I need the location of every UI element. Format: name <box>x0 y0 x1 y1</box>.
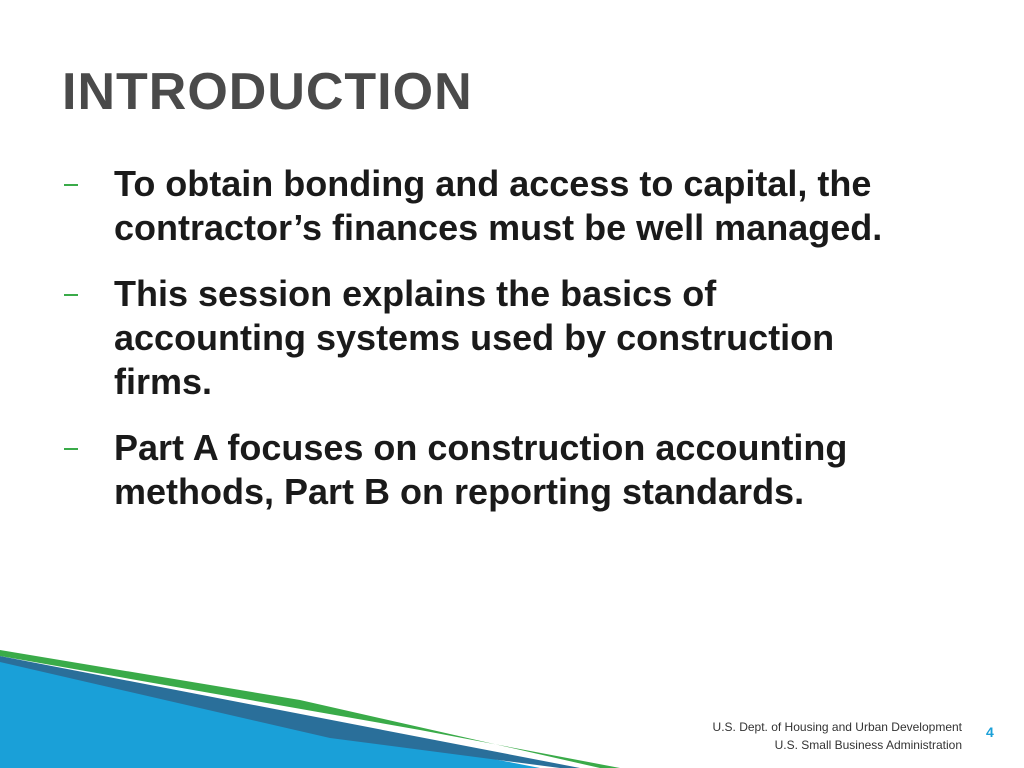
dash-bullet-icon <box>64 448 78 450</box>
bullet-item <box>60 426 900 514</box>
bullet-item <box>60 162 900 250</box>
page-number: 4 <box>986 724 994 740</box>
footer-organizations <box>713 718 962 754</box>
dash-bullet-icon <box>64 294 78 296</box>
footer-line-sba: U.S. Small Business Administration <box>774 738 962 752</box>
dash-bullet-icon <box>64 184 78 186</box>
bullet-list <box>60 162 900 536</box>
bullet-item <box>60 272 900 404</box>
bullet-text: Part A focuses on construction accounting methods, Part B on reporting standards. <box>114 427 848 512</box>
decorative-swoosh <box>0 650 620 768</box>
bullet-text: To obtain bonding and access to capital, the contractor’s finances must be well managed. <box>114 163 883 248</box>
bullet-text: This session explains the basics of accounting systems used by construction firms. <box>114 273 835 402</box>
footer-line-hud: U.S. Dept. of Housing and Urban Development <box>712 720 962 734</box>
slide-title: INTRODUCTION <box>62 63 473 121</box>
